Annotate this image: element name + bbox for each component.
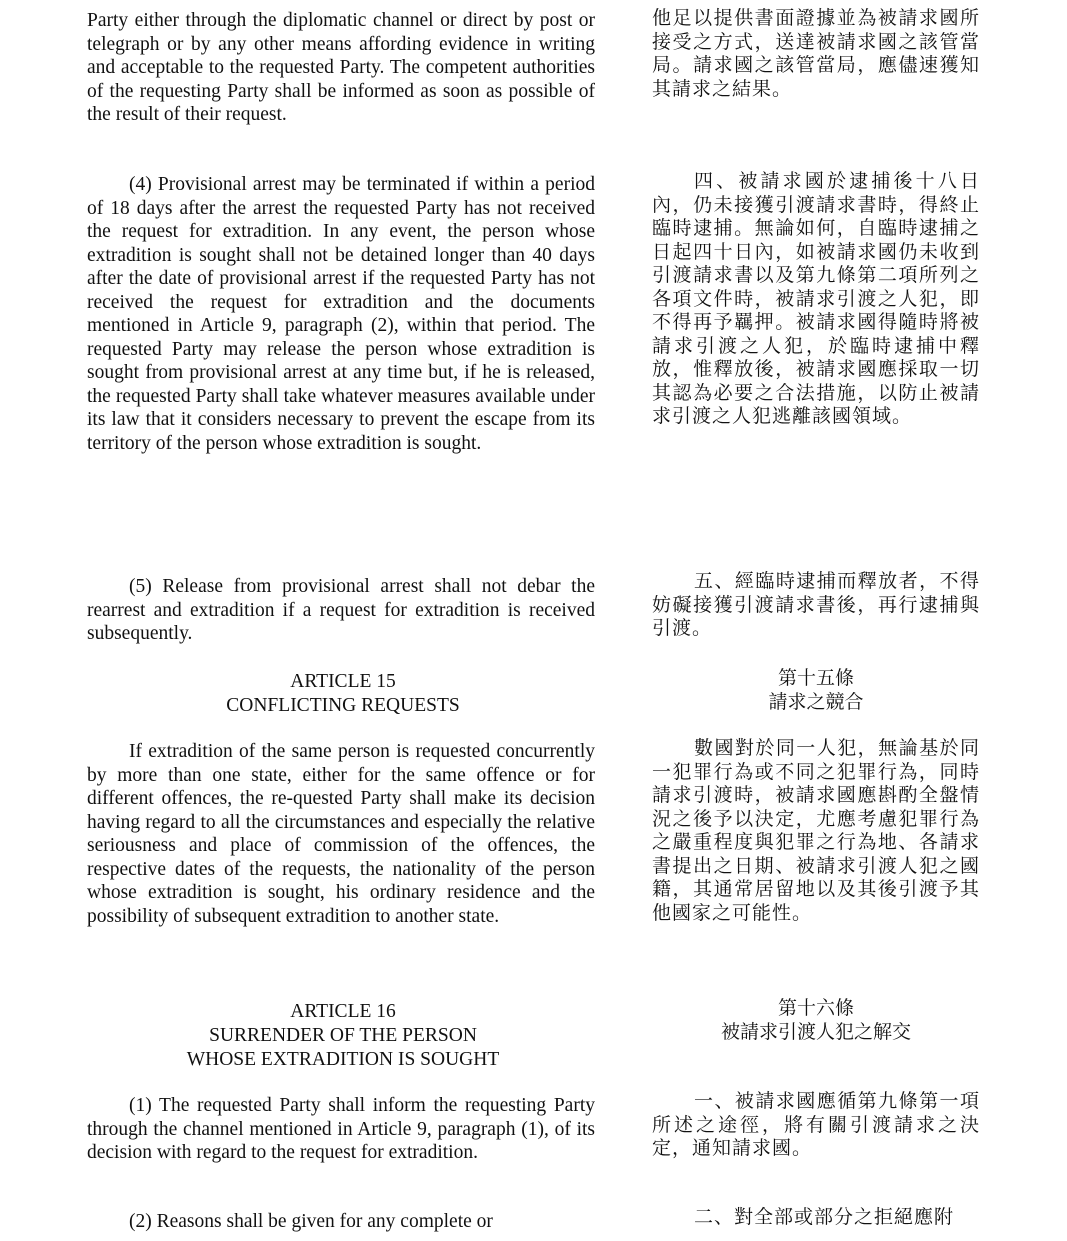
en-article-15-number: ARTICLE 15 xyxy=(290,671,396,692)
zh-article-16-paragraph-1: 一、被請求國應循第九條第一項所述之途徑，將有關引渡請求之決定，通知請求國。 xyxy=(652,1090,980,1159)
zh-paragraph-5: 五、經臨時逮捕而釋放者，不得妨礙接獲引渡請求書後，再行逮捕與引渡。 xyxy=(652,570,980,639)
en-article-15-title: CONFLICTING REQUESTS xyxy=(226,695,460,716)
en-article-16-paragraph-1: (1) The requested Party shall inform the requesting Party through the channel mentioned in Article 9, paragraph (1), of its decision with regard to the request for extradition. xyxy=(87,1095,595,1163)
en-paragraph-4: (4) Provisional arrest may be terminated if within a period of 18 days after the arrest the requested Party has not received the request for extradition. In any event, the person whose extradition is sought shall not be detained longer than 40 days after the date of provisional arrest if the requested Party has not received the request for extradition and the documents mentioned in Article 9, paragraph (2), within that period. The requested Party may release the person whose extradition is sought from provisional arrest at any time but, if he is released, the requested Party shall take whatever measures available under its law that it considers necessary to prevent the escape from its territory of the person whose extradition is sought. xyxy=(87,174,595,454)
en-article-16-title-line2: WHOSE EXTRADITION IS SOUGHT xyxy=(186,1049,500,1070)
en-paragraph-continuation: Party either through the diplomatic channel or direct by post or telegraph or by any other means affording evidence in writing and acceptable to the requested Party. The competent authorities of the requesting Party shall be informed as soon as possible of the result of their request. xyxy=(87,10,595,125)
zh-article-16-number: 第十六條 xyxy=(777,997,854,1019)
zh-article-16-paragraph-2: 二、對全部或部分之拒絕應附 xyxy=(694,1206,955,1228)
en-article-16-paragraph-2: (2) Reasons shall be given for any complete or xyxy=(129,1211,493,1232)
en-article-16-number: ARTICLE 16 xyxy=(290,1001,396,1022)
zh-paragraph-4: 四、被請求國於逮捕後十八日內，仍未接獲引渡請求書時，得終止臨時逮捕。無論如何，自臨時逮捕之日起四十日內，如被請求國仍未收到引渡請求書以及第九條第二項所列之各項文件時，被請求引渡之人犯，即不得再予羈押。被請求國得隨時將被請求引渡之人犯，於臨時逮捕中釋放，惟釋放後，被請求國應採取一切其認為必要之合法措施，以防止被請求引渡之人犯逃離該國領域。 xyxy=(652,170,980,427)
en-article-16-title-line1: SURRENDER OF THE PERSON xyxy=(209,1025,477,1046)
zh-paragraph-continuation: 他足以提供書面證據並為被請求國所接受之方式，送達被請求國之該管當局。請求國之該管當局，應儘速獲知其請求之結果。 xyxy=(652,7,980,100)
zh-article-15-title: 請求之競合 xyxy=(768,691,864,713)
zh-article-15-number: 第十五條 xyxy=(777,667,854,689)
zh-article-15-text: 數國對於同一人犯，無論基於同一犯罪行為或不同之犯罪行為，同時請求引渡時，被請求國應斟酌全盤情況之後予以決定，尤應考慮犯罪行為之嚴重程度與犯罪之行為地、各請求書提出之日期、被請求引渡人犯之國籍，其通常居留地以及其後引渡予其他國家之可能性。 xyxy=(652,737,980,924)
en-article-15-text: If extradition of the same person is requested concurrently by more than one state, either for the same offence or for different offences, the re-quested Party shall make its decision having regard to all the circumstances and especially the relative seriousness and place of commission of the offences, the respective dates of the requests, the nationality of the person whose extradition is sought, his ordinary residence and the possibility of subsequent extradition to another state. xyxy=(87,741,595,927)
en-paragraph-5: (5) Release from provisional arrest shall not debar the rearrest and extradition if a request for extradition is received subsequently. xyxy=(87,576,595,644)
zh-article-16-title: 被請求引渡人犯之解交 xyxy=(720,1021,911,1043)
